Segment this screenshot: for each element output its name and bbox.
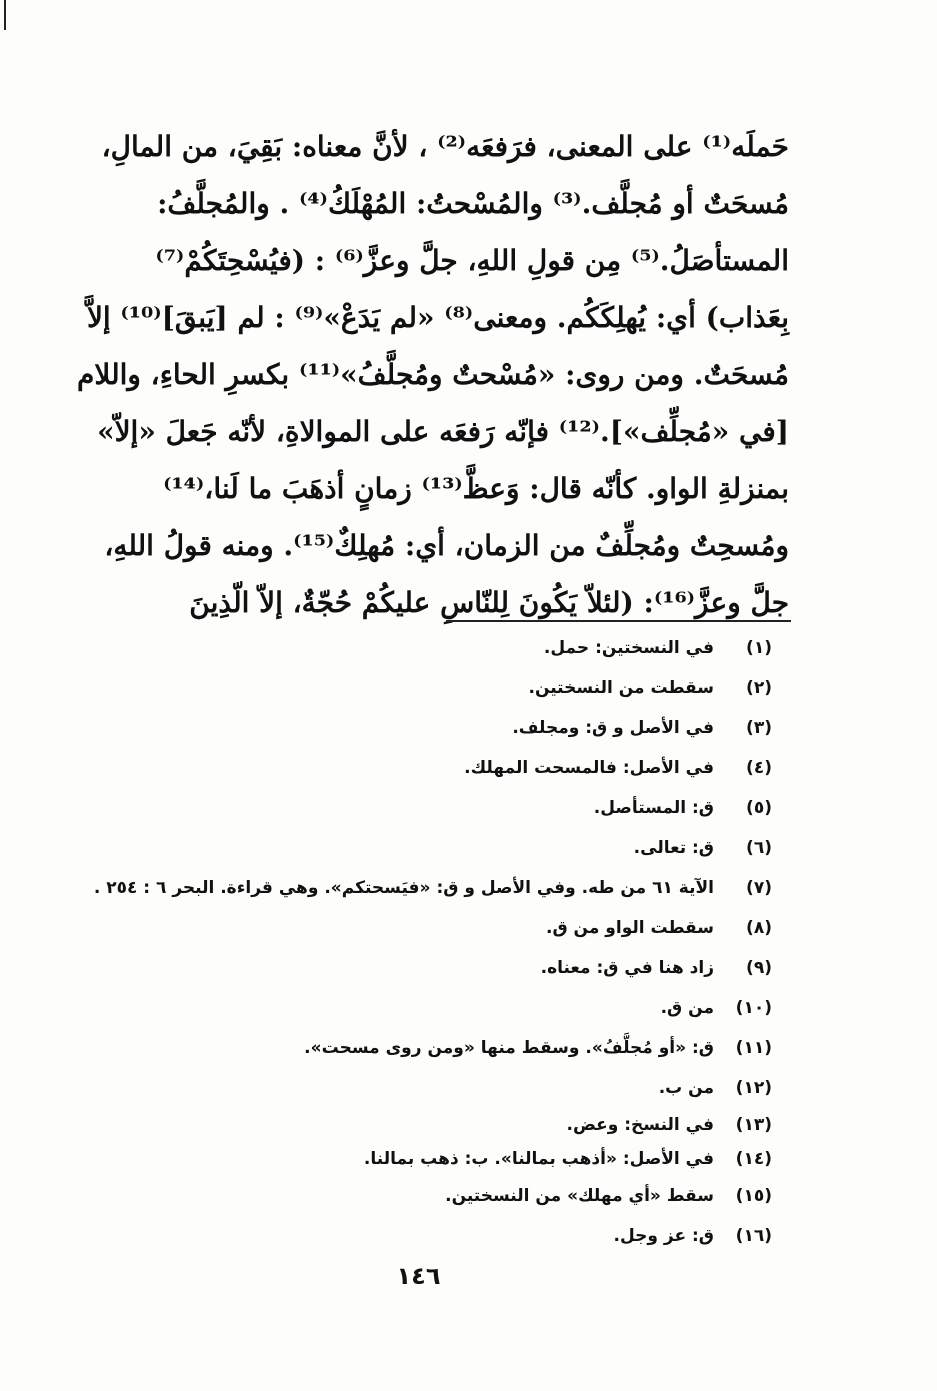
footnote-text: ق: تعالى. (633, 838, 714, 858)
footnote (72, 748, 772, 788)
footnote-number: (١١) (735, 1038, 772, 1058)
footnote-text: سقطت من النسختين. (528, 678, 714, 698)
footnote-number: (٢) (746, 678, 772, 698)
footnote-text: في النسخ: وعض. (566, 1115, 714, 1135)
footnote (72, 1028, 772, 1068)
footnote-text: في الأصل: «أذهب بمالنا». ب: ذهب بمالنا. (363, 1149, 714, 1169)
footnote-text: في الأصل و ق: ومجلف. (512, 718, 714, 738)
footnote (72, 788, 772, 828)
main-text-line: ومُسحِتٌ ومُجلِّفٌ من الزمان، أي: مُهلِكٌ⁽¹⁵⁾. ومنه قولُ اللهِ، (104, 529, 789, 562)
main-text-line: بِعَذاب) أي: يُهلِكَكُم. ومعنى⁽⁸⁾ «لم يَدَعْ»⁽⁹⁾ : لم [يَبقَ]⁽¹⁰⁾ إلاَّ (86, 301, 789, 334)
footnote (72, 628, 772, 668)
main-text-line: [في «مُجلِّف»].⁽¹²⁾ فإنّه رَفعَه على الموالاةِ، لأنّه جَعلَ «إلاّ» (97, 415, 789, 448)
footnote-text: من ب. (658, 1078, 714, 1098)
footnote-text: في الأصل: فالمسحت المهلك. (464, 758, 714, 778)
footnote-text: من ق. (660, 998, 714, 1018)
footnote-number: (١٣) (735, 1115, 772, 1135)
footnote-text: ق: عز وجل. (613, 1226, 714, 1246)
footnote (72, 1142, 772, 1176)
main-text-line: جلَّ وعزَّ⁽¹⁶⁾: (لئلاّ يَكُونَ لِلنّاسِ عليكُمْ حُجّةٌ، إلاّ الّذِينَ (189, 586, 789, 619)
footnote (72, 948, 772, 988)
footnote-number: (١) (746, 638, 772, 658)
page-number: ١٤٦ (396, 1262, 441, 1290)
footnote (72, 708, 772, 748)
footnotes-list (72, 628, 772, 1256)
footnote (72, 1108, 772, 1142)
footnote-text: سقطت الواو من ق. (545, 918, 714, 938)
footnote-number: (٣) (746, 718, 772, 738)
footnote-number: (١٠) (735, 998, 772, 1018)
footnote-text: ق: المستأصل. (593, 798, 714, 818)
scan-edge-mark (4, 0, 6, 30)
footnote (72, 668, 772, 708)
footnote-number: (١٦) (735, 1226, 772, 1246)
footnote-text: سقط «أي مهلك» من النسختين. (445, 1186, 714, 1206)
main-text-line: حَملَه⁽¹⁾ على المعنى، فرَفعَه⁽²⁾ ، لأنَّ معناه: بَقِيَ، من المالِ، (101, 130, 789, 163)
main-text-line: المستأصَلُ.⁽⁵⁾ مِن قولِ اللهِ، جلَّ وعزَّ⁽⁶⁾ : (فيُسْحِتَكُمْ⁽⁷⁾ (155, 244, 789, 277)
footnote-number: (٦) (746, 838, 772, 858)
footnote-number: (٩) (746, 958, 772, 978)
footnote (72, 1176, 772, 1216)
footnote-number: (٥) (746, 798, 772, 818)
footnote (72, 1216, 772, 1256)
main-text-line: مُسحَتٌ. ومن روى: «مُسْحتٌ ومُجلَّفُ»⁽¹¹⁾ بكسرِ الحاءِ، واللام (77, 358, 789, 391)
footnote (72, 868, 772, 908)
footnote-text: في النسختين: حمل. (543, 638, 714, 658)
footnote-number: (٨) (746, 918, 772, 938)
footnote-number: (١٤) (735, 1149, 772, 1169)
footnote-text: ق: «أو مُجلَّفُ». وسقط منها «ومن روى مسحت». (304, 1038, 714, 1058)
footnote-separator (446, 620, 791, 622)
footnote-text: الآية ٦١ من طه. وفي الأصل و ق: «فيَسحتكم». وهي قراءة. البحر ٦ : ٢٥٤ . (93, 878, 714, 898)
footnote (72, 988, 772, 1028)
main-text-line: مُسحَتٌ أو مُجلَّف.⁽³⁾ والمُسْحتُ: المُهْلَكُ⁽⁴⁾ . والمُجلَّفُ: (157, 187, 789, 220)
footnote (72, 828, 772, 868)
footnote (72, 908, 772, 948)
footnote-text: زاد هنا في ق: معناه. (540, 958, 714, 978)
footnote-number: (١٥) (735, 1186, 772, 1206)
main-text-block (77, 118, 789, 631)
footnote-number: (١٢) (735, 1078, 772, 1098)
main-text-line: بمنزلةِ الواو. كأنّه قال: وَعظَّ⁽¹³⁾ زمانٍ أذهَبَ ما لَنا،⁽¹⁴⁾ (163, 472, 789, 505)
footnote (72, 1068, 772, 1108)
footnote-number: (٧) (746, 878, 772, 898)
footnote-number: (٤) (746, 758, 772, 778)
